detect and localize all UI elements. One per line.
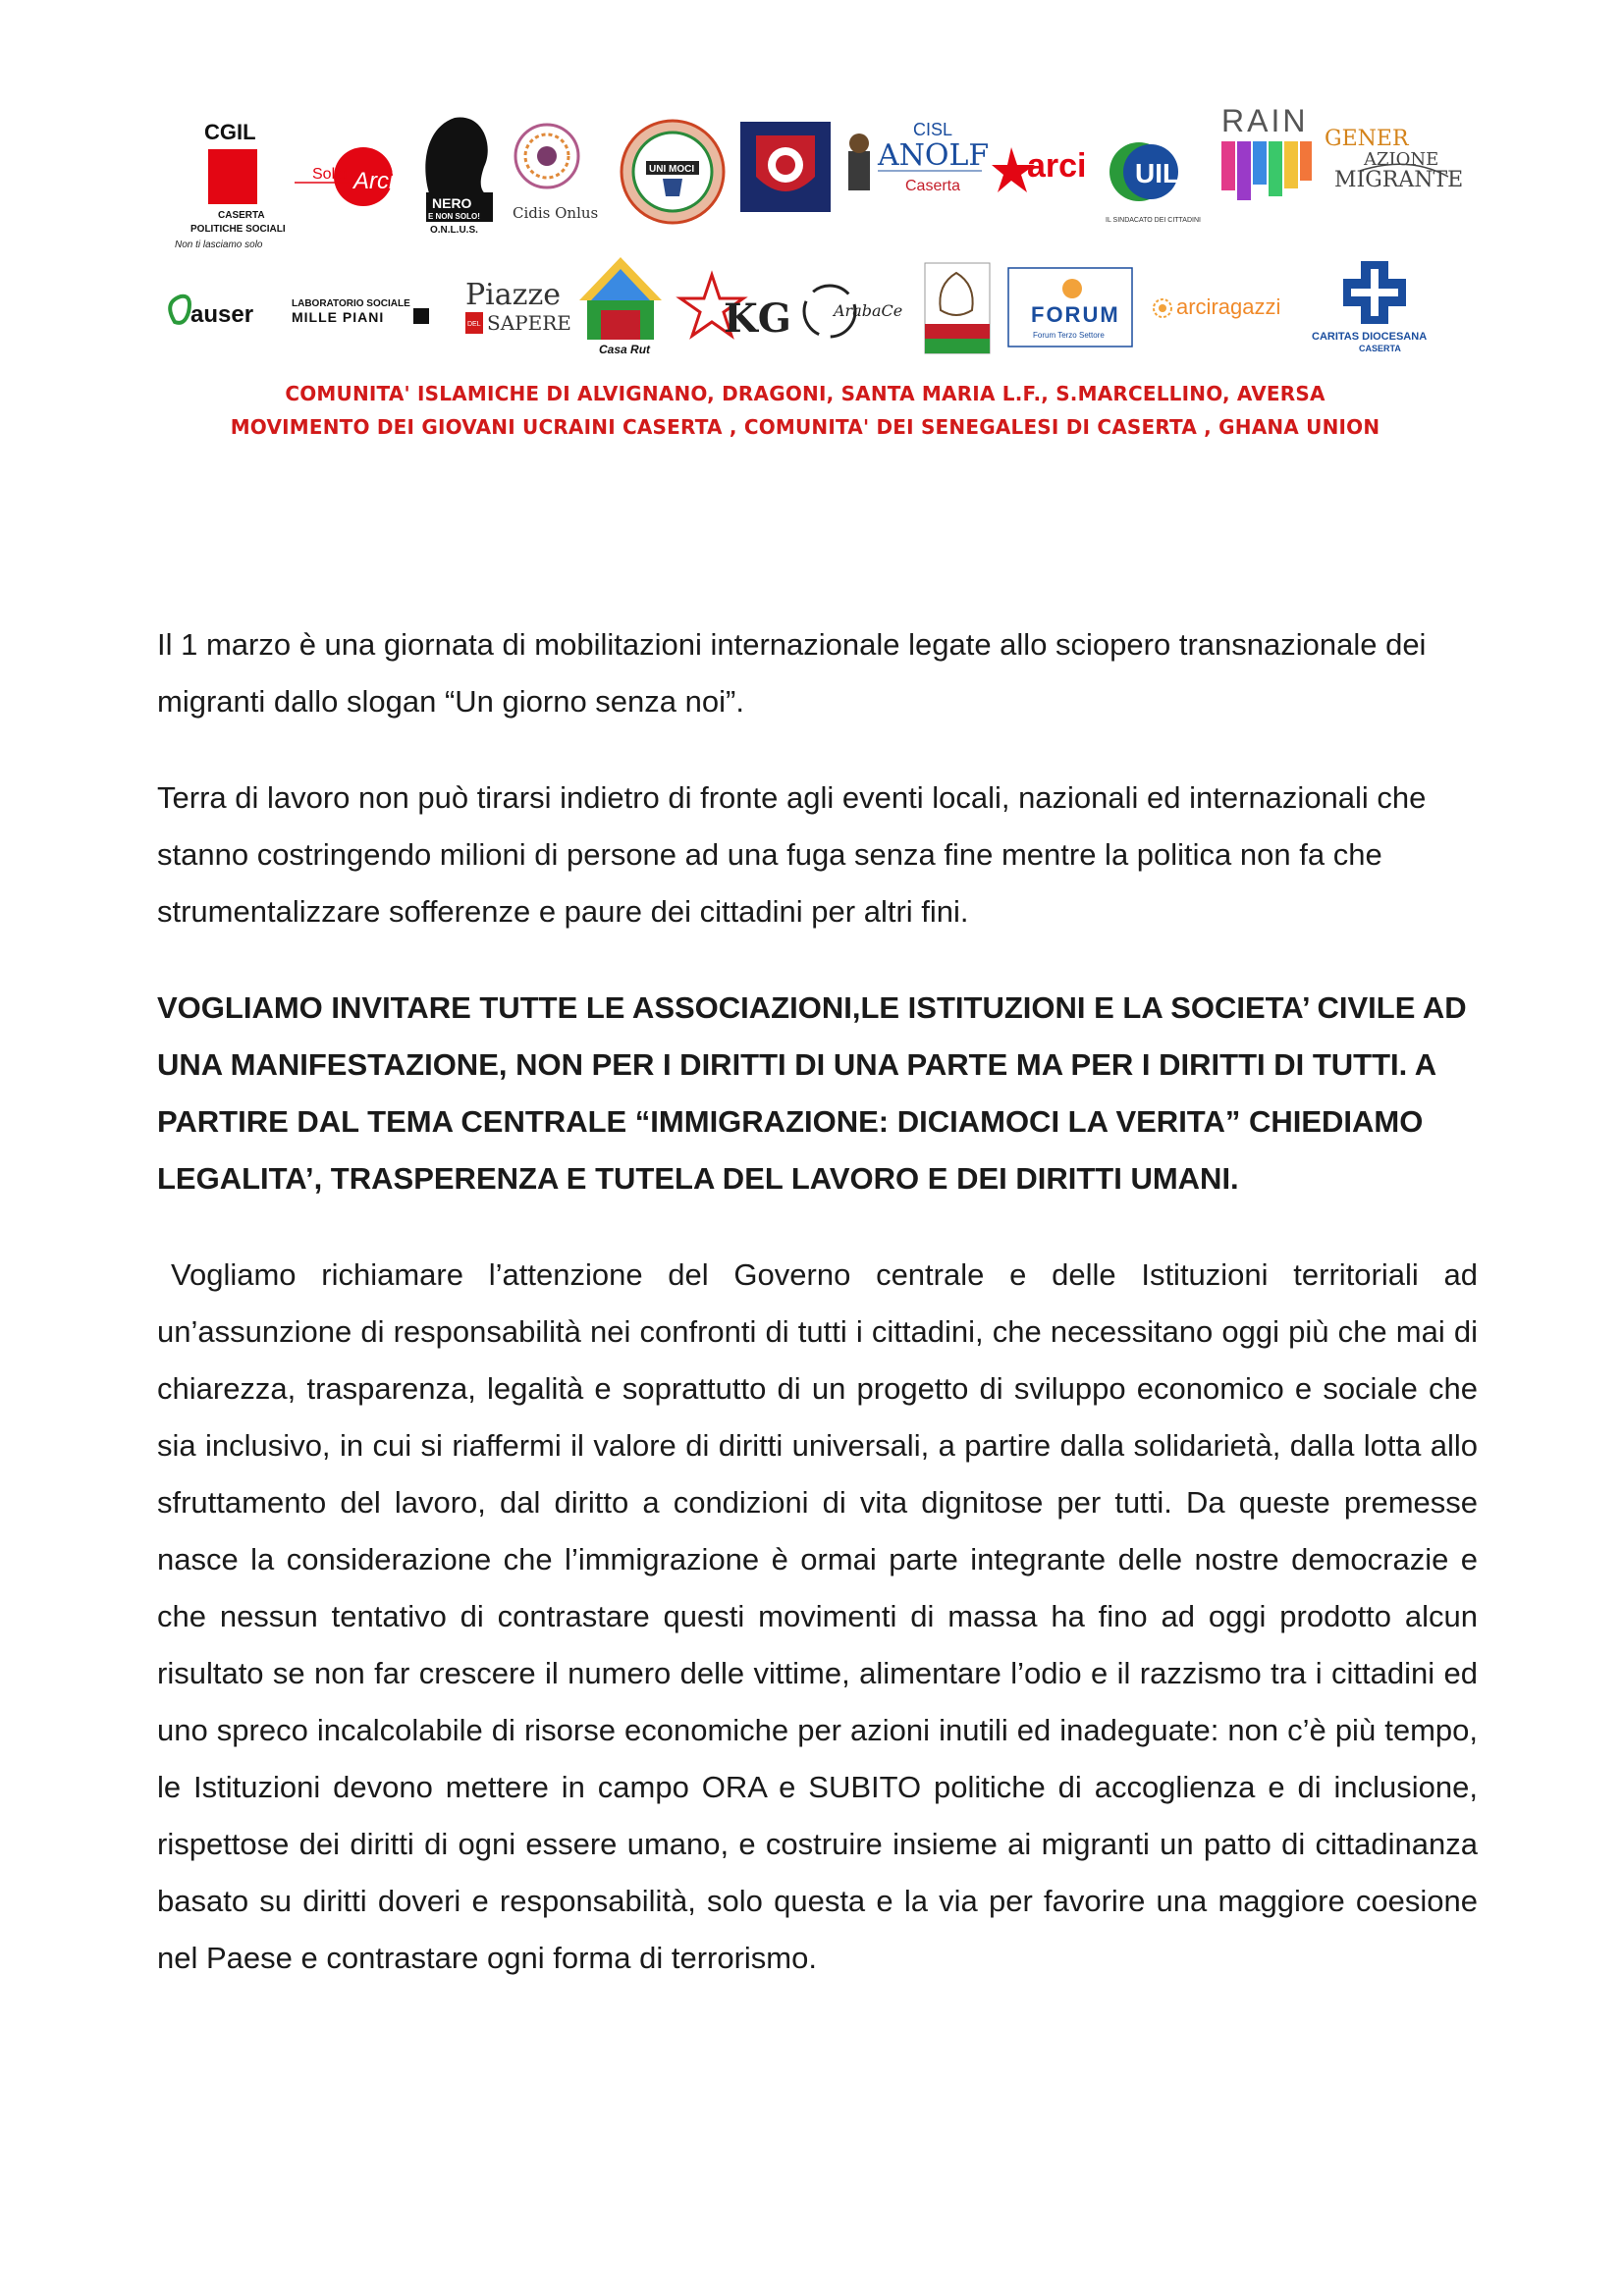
- araba-ce-logo: [800, 277, 908, 346]
- svg-text:CASERTA: CASERTA: [1359, 344, 1401, 353]
- svg-text:arciragazzi: arciragazzi: [1176, 294, 1281, 319]
- kg-logo: [682, 265, 790, 353]
- svg-text:arci: arci: [1027, 147, 1087, 185]
- arciragazzi-logo: [1149, 283, 1306, 332]
- svg-text:GENER: GENER: [1325, 127, 1409, 151]
- cgil-logo-title: CGIL: [204, 120, 256, 144]
- logos-band: [147, 98, 1463, 363]
- paragraph-intro: Il 1 marzo è una giornata di mobilitazioni internazionale legate allo sciopero transnazionale dei migranti dallo slogan “Un giorno senza noi”.: [157, 627, 1427, 719]
- svg-text:KG: KG: [724, 295, 791, 342]
- svg-text:ANOLF: ANOLF: [878, 138, 990, 173]
- cisl-anolf-logo: [844, 114, 990, 222]
- svg-text:Non ti lasciamo solo: Non ti lasciamo solo: [175, 240, 263, 250]
- burkina-hands-logo: [923, 261, 992, 355]
- svg-text:E NON SOLO!: E NON SOLO!: [428, 212, 480, 221]
- rain-logo: [1208, 104, 1316, 222]
- svg-text:AZIONE: AZIONE: [1364, 149, 1439, 170]
- uil-logo: [1100, 128, 1213, 231]
- lion-shield-logo: [736, 118, 835, 216]
- communities-list: [147, 377, 1463, 444]
- svg-text:UIL: UIL: [1135, 158, 1180, 188]
- mille-piani-logo: [290, 289, 437, 338]
- svg-text:POLITICHE SOCIALI: POLITICHE SOCIALI: [190, 224, 286, 235]
- paragraph-main-text: Vogliamo richiamare l’attenzione del Governo centrale e delle Istituzioni territoriali ad un’assunzione di responsabilità nei confronti di tutti i cittadini, che necessitano oggi più che mai di chiarezza, trasparenza, legalità e soprattutto di un progetto di sviluppo economico e sociale che sia inclusivo, in cui si riaffermi il valore di diritti universali, a partire dalla solidarietà, dalla lotta allo sfruttamento del lavoro, dal diritto a condizioni di vita dignitose per tutti. Da queste premesse nasce la considerazione che l’immigrazione è ormai parte integrante delle nostre democrazie e che nessun tentativo di contrastare questi movimenti di massa ha fino ad oggi prodotto alcun risultato se non far crescere il numero delle vittime, alimentare l’odio e il razzismo tra i cittadini ed uno spreco incalcolabile di risorse economiche per azioni inutili ed inadeguate: non c’è più tempo, le Istituzioni devono mettere in campo ORA e SUBITO politiche di accoglienza e di inclusione, rispettose dei diritti di ogni essere umano, e costruire insieme ai migranti un patto di cittadinanza basato su diritti doveri e responsabilità, solo questa e la via per favorire una maggiore coesione nel Paese e contrastare ogni forma di terrorismo.: [157, 1257, 1478, 1975]
- svg-text:DEL: DEL: [467, 321, 481, 328]
- communities-line: COMUNITA' ISLAMICHE DI ALVIGNANO, DRAGONI, SANTA MARIA L.F., S.MARCELLINO, AVERSA: [285, 382, 1325, 405]
- svg-text:Arci: Arci: [353, 168, 395, 194]
- auser-logo: [159, 283, 277, 342]
- svg-text:LABORATORIO SOCIALE: LABORATORIO SOCIALE: [292, 298, 410, 309]
- svg-text:CASERTA: CASERTA: [218, 210, 265, 221]
- svg-text:MIGRANTE: MIGRANTE: [1334, 168, 1464, 192]
- communities-line: MOVIMENTO DEI GIOVANI UCRAINI CASERTA , COMUNITA' DEI SENEGALESI DI CASERTA , GHANA UNION: [230, 415, 1380, 439]
- svg-text:Solid: Solid: [312, 166, 348, 183]
- paragraph-appeal: VOGLIAMO INVITARE TUTTE LE ASSOCIAZIONI,LE ISTITUZIONI E LA SOCIETA’ CIVILE AD UNA MANIFESTAZIONE, NON PER I DIRITTI DI UNA PARTE MA PER I DIRITTI DI TUTTI. A PARTIRE DAL TEMA CENTRALE “IMMIGRAZIONE: DICIAMOCI LA VERITA” CHIEDIAMO LEGALITA’, TRASPERENZA E TUTELA DEL LAVORO E DEI DIRITTI UMANI.: [157, 990, 1467, 1196]
- paragraph-context: Terra di lavoro non può tirarsi indietro di fronte agli eventi locali, nazionali ed internazionali che stanno costringendo milioni di persone ad una fuga senza fine mentre la politica non fa che strumentalizzare sofferenze e paure dei cittadini per altri fini.: [157, 780, 1427, 929]
- svg-text:Caserta: Caserta: [905, 178, 961, 194]
- arci-logo: [994, 137, 1097, 206]
- svg-text:Forum Terzo Settore: Forum Terzo Settore: [1033, 331, 1105, 340]
- forum-logo: [1007, 267, 1133, 347]
- svg-text:Casa Rut: Casa Rut: [599, 343, 651, 356]
- svg-text:CARITAS DIOCESANA: CARITAS DIOCESANA: [1312, 331, 1428, 343]
- svg-text:UNI MOCI: UNI MOCI: [649, 164, 695, 175]
- svg-text:SAPERE: SAPERE: [487, 311, 571, 335]
- svg-text:MILLE PIANI: MILLE PIANI: [292, 309, 385, 325]
- svg-text:IL SINDACATO DEI CITTADINI: IL SINDACATO DEI CITTADINI: [1106, 217, 1201, 224]
- svg-text:ArabaCe: ArabaCe: [834, 301, 903, 320]
- svg-text:FORUM: FORUM: [1031, 302, 1120, 327]
- cidis-onlus-logo: [503, 112, 601, 230]
- piazze-del-sapere-logo: [460, 271, 571, 349]
- unimoci-seal-logo: [619, 118, 727, 226]
- document-body: [157, 616, 1478, 1987]
- cgil-logo: [157, 116, 295, 253]
- svg-text:Cidis Onlus: Cidis Onlus: [513, 204, 599, 222]
- svg-text:O.N.L.U.S.: O.N.L.U.S.: [430, 225, 478, 236]
- svg-text:CISL: CISL: [913, 120, 953, 139]
- svg-text:RAIN: RAIN: [1221, 103, 1309, 138]
- svg-text:Piazze: Piazze: [465, 278, 562, 312]
- caritas-logo: [1306, 255, 1443, 353]
- solidarci-logo: [295, 137, 398, 216]
- nero-non-solo-logo: [410, 108, 499, 236]
- paragraph-main: [157, 1247, 1478, 1987]
- svg-text:NERO: NERO: [432, 195, 472, 211]
- casa-rut-logo: [571, 251, 670, 359]
- generazione-migrante-logo: [1321, 116, 1464, 214]
- svg-text:auser: auser: [190, 301, 254, 328]
